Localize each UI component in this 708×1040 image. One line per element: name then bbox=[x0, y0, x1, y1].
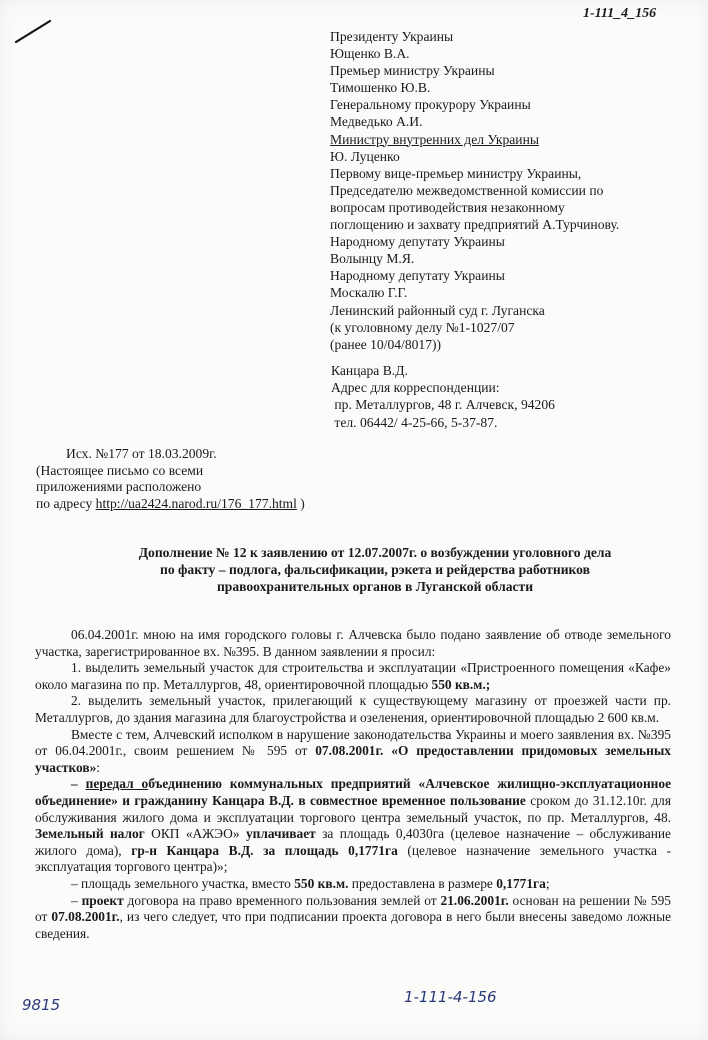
text-run: предоставлена в размере bbox=[348, 875, 497, 891]
text-run: договора на право временного пользования землей от bbox=[123, 892, 441, 908]
addressee-line: Председателю межведомственной комиссии по bbox=[330, 182, 604, 198]
text-run: ; bbox=[545, 875, 550, 891]
document-reference: 1-111_4_156 bbox=[583, 6, 657, 21]
outgoing-note-line: (Настоящее письмо со всеми bbox=[36, 462, 204, 478]
text-run: – bbox=[71, 776, 86, 792]
text-run-bold: 0,1771га bbox=[496, 875, 546, 891]
paragraph bbox=[35, 727, 671, 777]
url-prefix: по адресу bbox=[36, 495, 96, 511]
text-run-bold: 550 кв.м. bbox=[294, 875, 349, 891]
addressee-line: Генеральному прокурору Украины bbox=[330, 97, 531, 113]
outgoing-note-line: приложениями расположено bbox=[36, 479, 202, 495]
document-title bbox=[70, 544, 680, 596]
text-run: – bbox=[71, 892, 82, 908]
addressee-line: Ющенко В.А. bbox=[330, 46, 410, 62]
text-run-underlined: передал о bbox=[85, 776, 149, 792]
addressee-line: вопросам противодействия незаконному bbox=[330, 199, 565, 215]
paragraph bbox=[35, 776, 671, 876]
document-body bbox=[35, 627, 671, 942]
sender-phone: тел. 06442/ 4-25-66, 5-37-87. bbox=[331, 414, 498, 430]
paragraph bbox=[35, 893, 671, 943]
text-run: , из чего следует, что при подписании проекта договора в него были внесены заведомо ложные сведения. bbox=[35, 909, 672, 941]
handwritten-case-reference: 1-111-4-156 bbox=[404, 988, 497, 1006]
addressee-line: (к уголовному делу №1-1027/07 bbox=[330, 319, 515, 335]
addressee-line: Народному депутату Украины bbox=[330, 234, 505, 250]
url-suffix: ) bbox=[296, 495, 305, 511]
addressee-line: Первому вице-премьер министру Украины, bbox=[330, 165, 582, 181]
addressee-line: Министру внутренних дел Украины bbox=[330, 131, 539, 147]
text-run-bold: 21.06.2001г. bbox=[440, 892, 509, 908]
text-run-bold: 550 кв.м. bbox=[431, 676, 486, 692]
addressee-line: (ранее 10/04/8017)) bbox=[330, 336, 442, 352]
paragraph: 06.04.2001г. мною на имя городского головы г. Алчевска было подано заявление об отводе земельного участка, зарегистрированное вх. №395. В данном заявлении я просил: bbox=[35, 627, 671, 659]
outgoing-number: Исх. №177 от 18.03.2009г. bbox=[66, 446, 217, 461]
addressee-line: Волынцу М.Я. bbox=[330, 251, 415, 267]
pen-stroke-mark bbox=[14, 18, 54, 44]
text-run: : bbox=[96, 759, 101, 775]
addressee-line: Народному депутату Украины bbox=[330, 268, 505, 284]
sender-block bbox=[331, 362, 555, 431]
text-run: – площадь земельного участка, вместо bbox=[71, 875, 295, 891]
addressee-line: поглощению и захвату предприятий А.Турчинову. bbox=[330, 217, 620, 233]
document-url-link[interactable]: http://ua2424.narod.ru/176_177.html bbox=[95, 495, 297, 511]
title-line: Дополнение № 12 к заявлению от 12.07.2007г. о возбуждении уголовного дела bbox=[138, 545, 612, 560]
paragraph bbox=[35, 660, 671, 693]
sender-name: Канцара В.Д. bbox=[331, 363, 408, 378]
sender-address: пр. Металлургов, 48 г. Алчевск, 94206 bbox=[331, 397, 555, 413]
text-run: за площадь 0,4030га (целевое назначение – обслуживание жилого дома), bbox=[35, 826, 671, 858]
text-run: ОКП «АЖЭО» bbox=[144, 826, 246, 842]
title-line: правоохранительных органов в Луганской области bbox=[216, 579, 534, 595]
text-run-bold: 07.08.2001г. «О предоставлении придомовых земельных участков» bbox=[35, 743, 671, 775]
paragraph: 2. выделить земельный участок, прилегающий к существующему магазину от проезжей части пр. Металлургов, до здания магазина для благоустройства и озеленения, ориентировочной площадью 2 600 кв.м. bbox=[35, 693, 671, 725]
text-run-bold: бъединению коммунальных предприятий «Алчевское жилищно-эксплуатационное объединение» и гражданину Канцара В.Д. в совместное временное пользование bbox=[35, 776, 672, 808]
addressee-line: Москалю Г.Г. bbox=[330, 285, 408, 301]
addressee-line: Медведько А.И. bbox=[330, 114, 423, 130]
text-run: Вместе с тем, Алчевский исполком в нарушение законодательства Украины и моего заявления вх. №395 от 06.04.2001г., своим решением № 595 от bbox=[35, 726, 671, 759]
addressee-block bbox=[330, 28, 619, 353]
text-run: (целевое назначение земельного участка - эксплуатация торгового центра)»; bbox=[35, 842, 671, 875]
paragraph bbox=[35, 876, 671, 893]
outgoing-reference bbox=[36, 446, 305, 512]
addressee-line: Ленинский районный суд г. Луганска bbox=[330, 302, 545, 318]
addressee-line: Премьер министру Украины bbox=[330, 63, 495, 79]
handwritten-page-number: 9815 bbox=[22, 996, 61, 1014]
title-line: по факту – подлога, фальсификации, рэкета и рейдерства работников bbox=[160, 562, 590, 578]
text-run: 1. выделить земельный участок для строительства и эксплуатации «Пристроенного помещения «Кафе» около магазина по пр. Металлургов, 48, ориентировочной площадью bbox=[35, 660, 671, 692]
sender-address-label: Адрес для корреспонденции: bbox=[331, 380, 500, 396]
text-run-bold: проект bbox=[81, 892, 124, 908]
addressee-line: Президенту Украины bbox=[330, 29, 454, 44]
addressee-line: Ю. Луценко bbox=[330, 148, 400, 164]
addressee-line: Тимошенко Ю.В. bbox=[330, 80, 431, 96]
outgoing-url-line bbox=[36, 496, 305, 513]
text-run-bold: Земельный налог bbox=[35, 826, 145, 842]
text-run-bold: 07.08.2001г. bbox=[51, 909, 120, 925]
text-run: ; bbox=[485, 676, 491, 692]
text-run: основан на решении № 595 от bbox=[35, 892, 672, 925]
text-run-bold: гр-н Канцара В.Д. за площадь 0,1771га bbox=[131, 842, 398, 858]
text-run: сроком до 31.12.10г. для обслуживания жилого дома и эксплуатации торгового центра земельный участок, по пр. Металлургов, 48. bbox=[35, 792, 671, 825]
text-run-bold: уплачивает bbox=[245, 826, 316, 842]
